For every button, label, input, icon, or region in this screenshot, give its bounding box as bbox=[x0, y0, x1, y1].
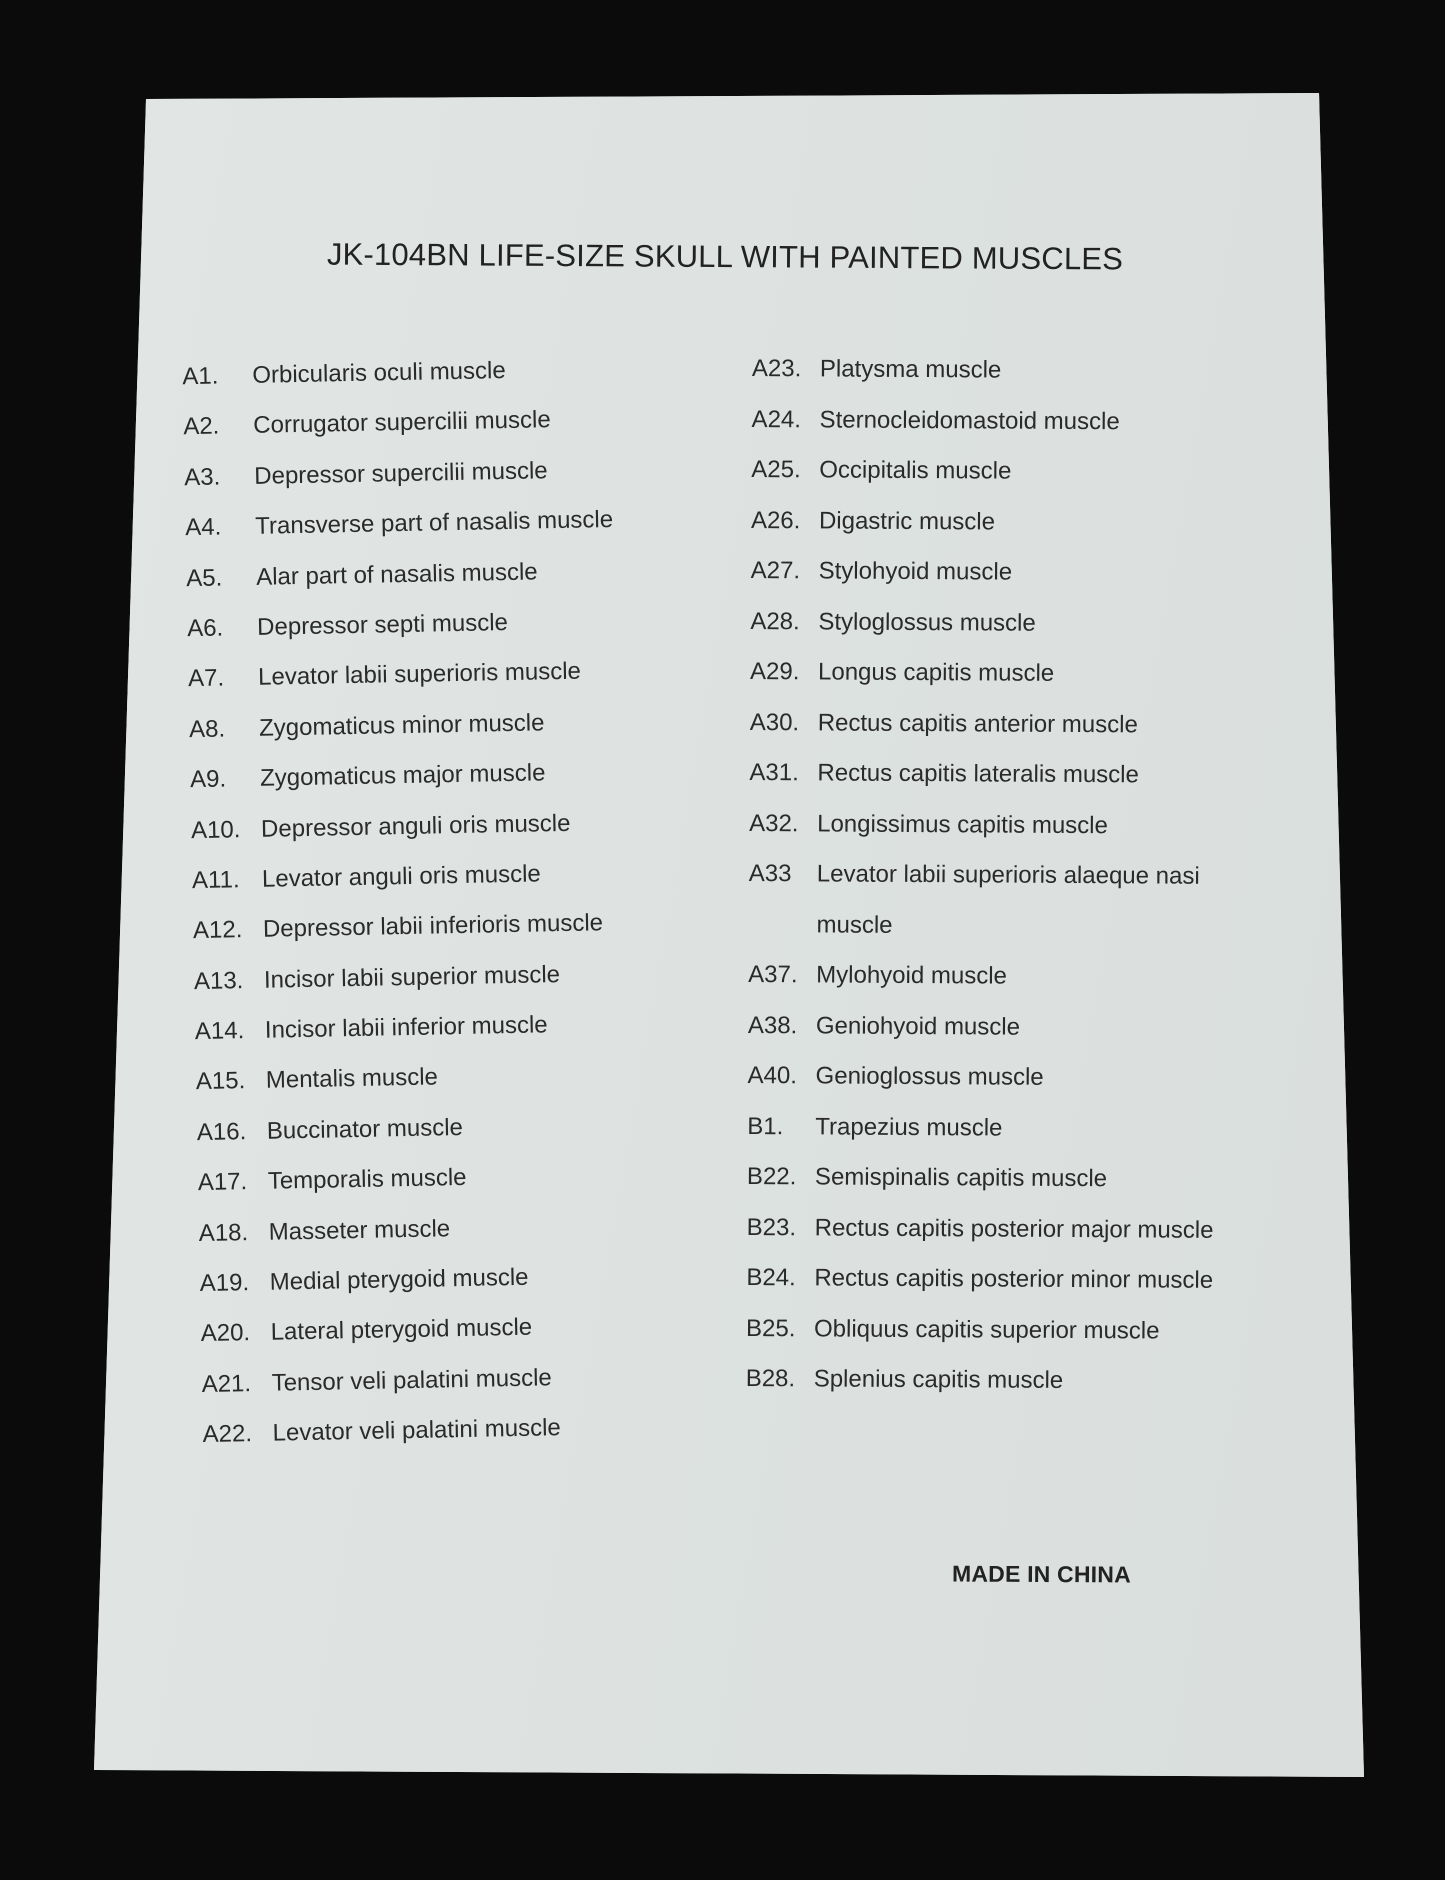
item-code: A18. bbox=[198, 1218, 249, 1247]
item-name: Zygomaticus minor muscle bbox=[258, 709, 545, 742]
list-item bbox=[751, 506, 1218, 559]
item-code: A12. bbox=[192, 916, 243, 945]
item-code: B28. bbox=[745, 1364, 796, 1393]
list-item bbox=[199, 1211, 628, 1270]
list-item bbox=[191, 808, 620, 867]
item-code: A27. bbox=[750, 556, 801, 585]
list-item bbox=[752, 355, 1219, 408]
item-code: A25. bbox=[751, 455, 801, 484]
item-name: Zygomaticus major muscle bbox=[259, 759, 546, 792]
list-item bbox=[746, 1264, 1213, 1317]
item-name: Lateral pterygoid muscle bbox=[270, 1314, 533, 1347]
list-item bbox=[747, 1062, 1214, 1115]
item-name: Temporalis muscle bbox=[267, 1164, 467, 1195]
item-name: Platysma muscle bbox=[819, 355, 1002, 384]
item-code: B25. bbox=[745, 1314, 796, 1342]
list-item bbox=[183, 405, 612, 464]
item-code: B23. bbox=[746, 1213, 797, 1241]
list-item bbox=[185, 506, 614, 565]
item-name: Levator labii superioris muscle bbox=[257, 657, 582, 692]
list-item bbox=[750, 658, 1217, 711]
item-name: Levator veli palatini muscle bbox=[272, 1414, 561, 1447]
list-item bbox=[750, 607, 1217, 660]
list-item bbox=[196, 1060, 625, 1119]
list-item bbox=[188, 657, 617, 716]
item-name: Stylohyoid muscle bbox=[818, 557, 1013, 586]
item-name: Splenius capitis muscle bbox=[813, 1365, 1064, 1394]
item-code: A3. bbox=[184, 463, 221, 491]
item-code: A5. bbox=[185, 564, 223, 592]
item-code: A9. bbox=[189, 765, 227, 794]
item-code: B22. bbox=[746, 1162, 797, 1191]
list-item bbox=[747, 1112, 1214, 1165]
list-item-continuation bbox=[748, 910, 1215, 963]
item-code: A13. bbox=[193, 966, 244, 995]
item-name: Occipitalis muscle bbox=[819, 456, 1012, 485]
item-code: A32. bbox=[749, 809, 799, 837]
list-item bbox=[197, 1111, 626, 1170]
item-name: Medial pterygoid muscle bbox=[269, 1263, 529, 1296]
item-code: B24. bbox=[746, 1263, 796, 1292]
made-in-label: MADE IN CHINA bbox=[951, 1560, 1132, 1588]
item-code: A23. bbox=[751, 355, 802, 383]
list-item bbox=[749, 860, 1216, 913]
item-name: Rectus capitis anterior muscle bbox=[817, 708, 1138, 738]
list-item bbox=[182, 355, 611, 414]
item-name: Longus capitis muscle bbox=[817, 658, 1055, 687]
item-name: Genioglossus muscle bbox=[815, 1062, 1044, 1091]
item-code: A15. bbox=[195, 1067, 246, 1096]
item-code: A29. bbox=[749, 657, 800, 686]
muscle-list-right bbox=[746, 355, 1219, 1418]
item-name: Obliquus capitis superior muscle bbox=[813, 1314, 1160, 1345]
item-name: Incisor labii inferior muscle bbox=[264, 1011, 548, 1044]
item-name: Semispinalis capitis muscle bbox=[814, 1163, 1108, 1193]
list-item bbox=[749, 759, 1216, 812]
list-item bbox=[184, 456, 613, 515]
item-code: A37. bbox=[748, 960, 798, 989]
item-code: A16. bbox=[196, 1117, 247, 1146]
item-code: B1. bbox=[747, 1112, 784, 1140]
item-name: Levator labii superioris alaeque nasi bbox=[816, 860, 1200, 890]
item-name: Rectus capitis posterior minor muscle bbox=[814, 1264, 1214, 1294]
list-item bbox=[746, 1213, 1213, 1266]
item-code: A7. bbox=[187, 664, 225, 693]
item-code: A1. bbox=[182, 362, 219, 391]
list-item bbox=[751, 405, 1218, 458]
item-name: Incisor labii superior muscle bbox=[263, 960, 561, 994]
item-code: A21. bbox=[201, 1369, 252, 1398]
item-code: A33 bbox=[748, 859, 792, 888]
item-name: Trapezius muscle bbox=[815, 1112, 1003, 1142]
item-code: A14. bbox=[194, 1017, 245, 1046]
item-name: Tensor veli palatini muscle bbox=[271, 1364, 553, 1397]
item-code: A11. bbox=[191, 866, 240, 895]
list-item bbox=[192, 859, 621, 918]
item-name: Buccinator muscle bbox=[266, 1113, 464, 1145]
item-name: Alar part of nasalis muscle bbox=[255, 557, 538, 591]
item-code: A20. bbox=[200, 1319, 251, 1348]
item-code: A6. bbox=[186, 614, 224, 643]
list-item bbox=[748, 1011, 1215, 1064]
item-name: Transverse part of nasalis muscle bbox=[254, 506, 614, 541]
muscle-list-left bbox=[182, 355, 631, 1472]
list-item bbox=[748, 961, 1215, 1014]
list-item bbox=[193, 909, 622, 968]
item-code: A38. bbox=[747, 1011, 798, 1039]
item-name: Depressor labii inferioris muscle bbox=[262, 909, 604, 944]
item-code: A40. bbox=[747, 1061, 798, 1090]
item-name: Sternocleidomastoid muscle bbox=[819, 405, 1120, 435]
item-name: Masseter muscle bbox=[268, 1214, 451, 1246]
list-item bbox=[190, 758, 619, 817]
item-code: A8. bbox=[188, 715, 226, 743]
list-item bbox=[187, 607, 616, 666]
list-item bbox=[199, 1262, 628, 1321]
item-code: A10. bbox=[190, 815, 241, 844]
list-item bbox=[186, 557, 615, 616]
item-code: A24. bbox=[751, 405, 802, 433]
list-item bbox=[747, 1163, 1214, 1216]
item-name: Orbicularis oculi muscle bbox=[252, 357, 506, 389]
list-item bbox=[750, 708, 1217, 761]
item-name: Levator anguli oris muscle bbox=[261, 860, 542, 893]
item-code: A26. bbox=[750, 506, 801, 534]
item-name: Rectus capitis lateralis muscle bbox=[817, 759, 1139, 789]
item-code: A31. bbox=[749, 758, 799, 787]
list-item bbox=[746, 1365, 1213, 1418]
list-item bbox=[198, 1161, 627, 1220]
item-name: Styloglossus muscle bbox=[818, 607, 1036, 637]
list-item bbox=[750, 557, 1217, 610]
list-item bbox=[751, 456, 1218, 509]
item-code: A17. bbox=[197, 1168, 248, 1197]
item-name: Mentalis muscle bbox=[265, 1063, 439, 1095]
list-item bbox=[746, 1314, 1213, 1367]
list-item bbox=[202, 1413, 631, 1472]
item-code: A4. bbox=[184, 513, 222, 542]
item-code: A28. bbox=[750, 607, 800, 635]
item-name: Geniohyoid muscle bbox=[815, 1011, 1021, 1041]
list-item bbox=[189, 708, 618, 767]
item-name: Mylohyoid muscle bbox=[816, 961, 1008, 990]
list-item bbox=[195, 1010, 624, 1069]
item-name: Longissimus capitis muscle bbox=[817, 809, 1108, 839]
item-name: Depressor septi muscle bbox=[256, 608, 509, 641]
item-name: Depressor anguli oris muscle bbox=[260, 809, 571, 843]
item-name: muscle bbox=[816, 910, 893, 939]
item-code: A22. bbox=[202, 1420, 253, 1449]
item-code: A2. bbox=[183, 412, 220, 441]
document-title: JK-104BN LIFE-SIZE SKULL WITH PAINTED MUSCLES bbox=[326, 236, 1124, 277]
item-code: A19. bbox=[199, 1269, 250, 1298]
list-item bbox=[200, 1312, 629, 1371]
item-name: Digastric muscle bbox=[818, 506, 996, 535]
item-code: A30. bbox=[749, 708, 800, 736]
item-name: Rectus capitis posterior major muscle bbox=[814, 1213, 1214, 1244]
list-item bbox=[194, 960, 623, 1019]
item-name: Depressor supercilii muscle bbox=[254, 457, 548, 490]
list-item bbox=[749, 809, 1216, 862]
list-item bbox=[201, 1363, 630, 1422]
item-name: Corrugator supercilii muscle bbox=[253, 406, 551, 440]
